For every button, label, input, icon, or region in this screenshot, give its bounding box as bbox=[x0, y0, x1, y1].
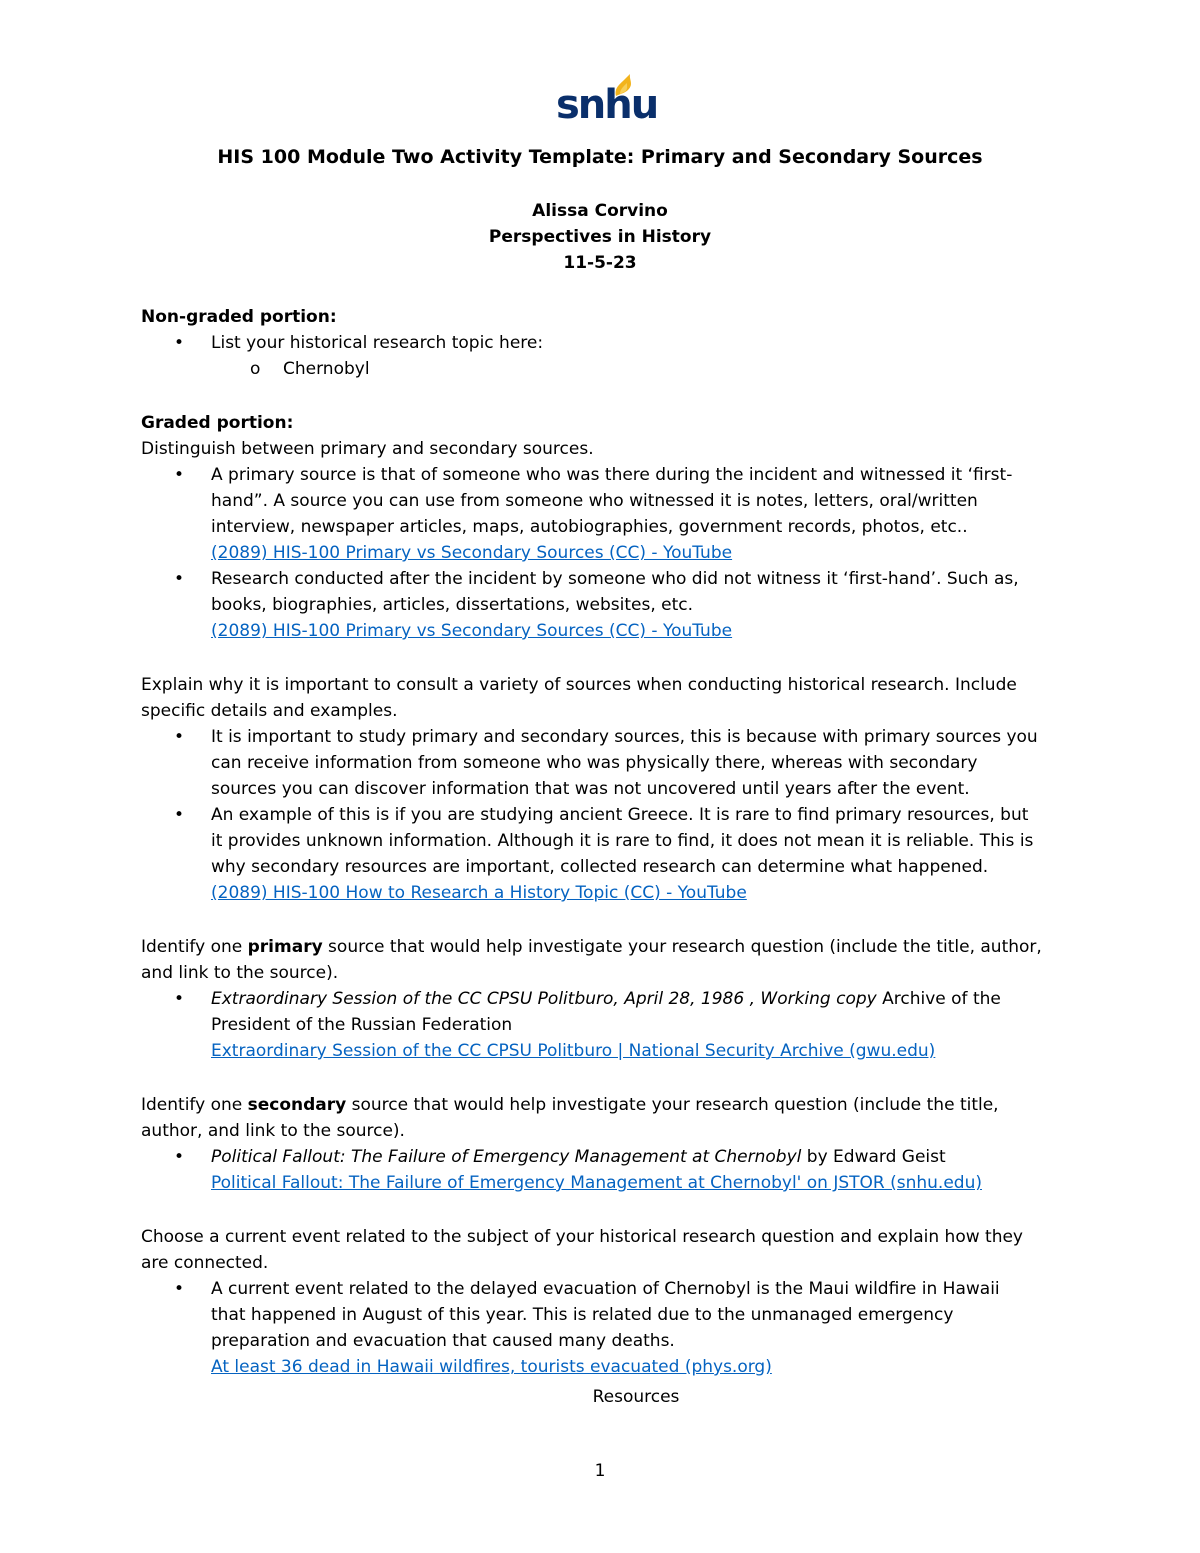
paragraph-line: are connected. bbox=[141, 1253, 269, 1273]
non-graded-item: List your historical research topic here: bbox=[211, 333, 544, 353]
bullet-icon: • bbox=[174, 727, 185, 747]
bullet-icon: • bbox=[174, 1147, 185, 1167]
paragraph-line: Research conducted after the incident by someone who did not witness it ‘first-hand’. Such as, bbox=[211, 569, 1019, 589]
primary-source-item: Extraordinary Session of the CC CPSU Politburo, April 28, 1986 , Working copy Archive of the bbox=[211, 989, 1001, 1009]
paragraph-line: it provides unknown information. Although it is rare to find, it does not mean it is reliable. This is bbox=[211, 831, 1034, 851]
primary-source-link[interactable]: Extraordinary Session of the CC CPSU Politburo | National Security Archive (gwu.edu) bbox=[211, 1041, 936, 1061]
youtube-link[interactable]: (2089) HIS-100 Primary vs Secondary Sources (CC) - YouTube bbox=[211, 543, 733, 563]
bullet-icon: • bbox=[174, 333, 185, 353]
paragraph-line: interview, newspaper articles, maps, autobiographies, government records, photos, etc.. bbox=[211, 517, 968, 537]
paragraph-line: books, biographies, articles, dissertations, websites, etc. bbox=[211, 595, 694, 615]
paragraph-line: author, and link to the source). bbox=[141, 1121, 405, 1141]
logo-wordmark: snhu bbox=[556, 82, 658, 128]
paragraph-line: Choose a current event related to the subject of your historical research question and explain how they bbox=[141, 1227, 1023, 1247]
non-graded-heading: Non-graded portion: bbox=[141, 307, 337, 327]
paragraph-line: It is important to study primary and secondary sources, this is because with primary sources you bbox=[211, 727, 1038, 747]
bullet-icon: • bbox=[174, 805, 185, 825]
sub-bullet-icon: o bbox=[250, 359, 261, 379]
paragraph-line: President of the Russian Federation bbox=[211, 1015, 513, 1035]
graded-prompt: Distinguish between primary and secondary sources. bbox=[141, 439, 594, 459]
current-event-link[interactable]: At least 36 dead in Hawaii wildfires, tourists evacuated (phys.org) bbox=[211, 1357, 772, 1377]
resources-label: Resources bbox=[592, 1387, 680, 1407]
paragraph-line: specific details and examples. bbox=[141, 701, 398, 721]
primary-prompt: Identify one primary source that would help investigate your research question (include the title, author, bbox=[141, 937, 1042, 957]
document-title: HIS 100 Module Two Activity Template: Primary and Secondary Sources bbox=[217, 146, 983, 168]
secondary-source-link[interactable]: Political Fallout: The Failure of Emergency Management at Chernobyl' on JSTOR (snhu.edu) bbox=[211, 1173, 982, 1193]
paragraph-line: can receive information from someone who was physically there, whereas with secondary bbox=[211, 753, 978, 773]
bullet-icon: • bbox=[174, 1279, 185, 1299]
snhu-logo bbox=[556, 74, 658, 132]
secondary-source-item: Political Fallout: The Failure of Emergency Management at Chernobyl by Edward Geist bbox=[211, 1147, 946, 1167]
bullet-icon: • bbox=[174, 989, 185, 1009]
page-number: 1 bbox=[594, 1461, 606, 1481]
paragraph-line: A primary source is that of someone who was there during the incident and witnessed it ‘first- bbox=[211, 465, 1013, 485]
paragraph-line: why secondary resources are important, collected research can determine what happened. bbox=[211, 857, 989, 877]
bullet-icon: • bbox=[174, 465, 185, 485]
course-name: Perspectives in History bbox=[488, 227, 712, 247]
research-topic: Chernobyl bbox=[283, 359, 370, 379]
graded-heading: Graded portion: bbox=[141, 413, 294, 433]
bullet-icon: • bbox=[174, 569, 185, 589]
paragraph-line: A current event related to the delayed evacuation of Chernobyl is the Maui wildfire in Hawaii bbox=[211, 1279, 1000, 1299]
paragraph-line: and link to the source). bbox=[141, 963, 339, 983]
youtube-link[interactable]: (2089) HIS-100 How to Research a History Topic (CC) - YouTube bbox=[211, 883, 747, 903]
youtube-link[interactable]: (2089) HIS-100 Primary vs Secondary Sources (CC) - YouTube bbox=[211, 621, 733, 641]
paragraph-line: sources you can discover information that was not uncovered until years after the event. bbox=[211, 779, 970, 799]
paragraph-line: An example of this is if you are studying ancient Greece. It is rare to find primary resources, but bbox=[211, 805, 1029, 825]
paragraph-line: that happened in August of this year. This is related due to the unmanaged emergency bbox=[211, 1305, 954, 1325]
secondary-prompt: Identify one secondary source that would help investigate your research question (include the title, bbox=[141, 1095, 999, 1115]
paragraph-line: preparation and evacuation that caused many deaths. bbox=[211, 1331, 675, 1351]
paragraph-line: Explain why it is important to consult a variety of sources when conducting historical research. Include bbox=[141, 675, 1017, 695]
document-date: 11-5-23 bbox=[563, 253, 637, 273]
author-name: Alissa Corvino bbox=[532, 201, 668, 221]
paragraph-line: hand”. A source you can use from someone who witnessed it is notes, letters, oral/written bbox=[211, 491, 978, 511]
